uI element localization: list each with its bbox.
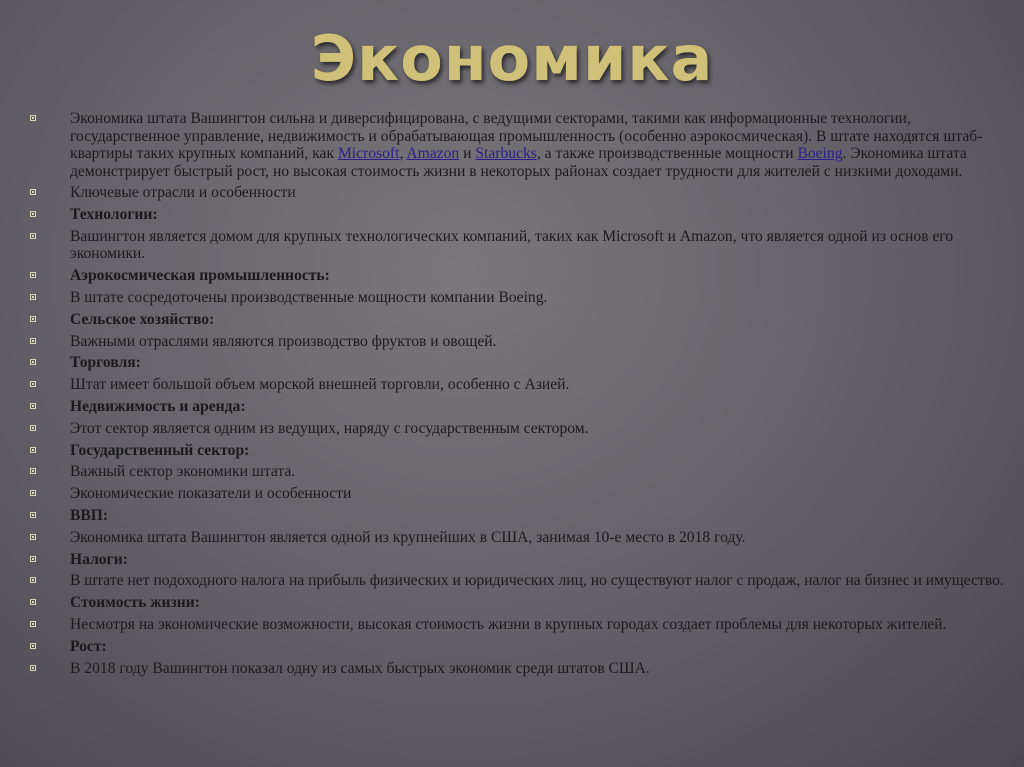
- square-bullet-icon: [30, 490, 36, 496]
- list-item: [30, 638, 1004, 656]
- square-bullet-icon: [30, 359, 36, 365]
- square-bullet-icon: [30, 599, 36, 605]
- item-text: Ключевые отрасли и особенности: [70, 184, 296, 202]
- square-bullet-icon: [30, 447, 36, 453]
- intro-text-2: , а также производственные мощности: [536, 145, 798, 162]
- list-item: [30, 354, 1004, 372]
- square-bullet-icon: [30, 643, 36, 649]
- item-heading: Сельское хозяйство:: [70, 310, 215, 328]
- intro-sep-1: ,: [399, 145, 407, 162]
- item-text: Важный сектор экономики штата.: [70, 463, 296, 481]
- link-starbucks[interactable]: Starbucks: [475, 145, 537, 162]
- square-bullet-icon: [30, 294, 36, 300]
- intro-text-1: Экономика штата Вашингтон сильна и диверсифицирована, с ведущими секторами, такими как информационные технологии, государственное управление, недвижимость и обрабатывающая промышленность (особенно аэрокосмическая). В штате находятся штаб-квартиры таких крупных компаний, как: [70, 110, 983, 162]
- square-bullet-icon: [30, 665, 36, 671]
- list-item: [30, 398, 1004, 416]
- item-heading: Стоимость жизни:: [70, 594, 200, 612]
- item-text: Несмотря на экономические возможности, высокая стоимость жизни в крупных городах создает проблемы для некоторых жителей.: [70, 615, 947, 633]
- square-bullet-icon: [30, 233, 36, 239]
- square-bullet-icon: [30, 272, 36, 278]
- square-bullet-icon: [30, 403, 36, 409]
- intro-text-3: . Экономика штата демонстрирует быстрый рост, но высокая стоимость жизни в некоторых районах создает трудности для жителей с низкими доходами.: [70, 145, 967, 180]
- square-bullet-icon: [30, 338, 36, 344]
- list-item: [30, 463, 1004, 481]
- slide-title: Экономика: [310, 22, 714, 95]
- item-heading: Технологии:: [70, 206, 158, 224]
- square-bullet-icon: [30, 189, 36, 195]
- item-heading: Налоги:: [70, 550, 128, 568]
- square-bullet-icon: [30, 211, 36, 217]
- square-bullet-icon: [30, 381, 36, 387]
- link-microsoft[interactable]: Microsoft: [337, 145, 400, 162]
- list-item: [30, 420, 1004, 438]
- list-item: [30, 228, 1004, 263]
- item-text: В 2018 году Вашингтон показал одну из самых быстрых экономик среди штатов США.: [70, 659, 650, 677]
- list-item: [30, 572, 1004, 590]
- bullet-list: [30, 110, 1004, 681]
- link-amazon[interactable]: Amazon: [406, 145, 460, 162]
- item-text: Вашингтон является домом для крупных технологических компаний, таких как Microsoft и Amazon, что является одной из основ его экономики.: [70, 227, 954, 263]
- list-item: [30, 507, 1004, 525]
- item-text: Экономические показатели и особенности: [70, 485, 352, 503]
- item-heading: Недвижимость и аренда:: [70, 397, 246, 415]
- square-bullet-icon: [30, 621, 36, 627]
- list-item: [30, 311, 1004, 329]
- square-bullet-icon: [30, 468, 36, 474]
- list-item: [30, 442, 1004, 460]
- item-heading: Торговля:: [70, 354, 141, 372]
- square-bullet-icon: [30, 556, 36, 562]
- item-heading: Рост:: [70, 637, 107, 655]
- intro-sep-2: и: [459, 145, 476, 162]
- item-heading: ВВП:: [70, 506, 109, 524]
- square-bullet-icon: [30, 577, 36, 583]
- square-bullet-icon: [30, 534, 36, 540]
- list-item: [30, 206, 1004, 224]
- item-text: Экономика штата Вашингтон является одной из крупнейших в США, занимая 10-е место в 2018 году.: [70, 528, 746, 546]
- list-item: [30, 485, 1004, 503]
- square-bullet-icon: [30, 316, 36, 322]
- item-text: Важными отраслями являются производство фруктов и овощей.: [70, 332, 497, 350]
- list-item: [30, 551, 1004, 569]
- list-item: [30, 660, 1004, 678]
- list-item: [30, 616, 1004, 634]
- square-bullet-icon: [30, 512, 36, 518]
- list-item: [30, 289, 1004, 307]
- item-heading: Государственный сектор:: [70, 441, 250, 459]
- list-item-intro: [30, 110, 1004, 180]
- list-item: [30, 184, 1004, 202]
- square-bullet-icon: [30, 425, 36, 431]
- list-item: [30, 529, 1004, 547]
- list-item: [30, 333, 1004, 351]
- list-item: [30, 376, 1004, 394]
- item-text: Штат имеет большой объем морской внешней торговли, особенно с Азией.: [70, 376, 570, 394]
- item-text: Этот сектор является одним из ведущих, наряду с государственным сектором.: [70, 419, 589, 437]
- square-bullet-icon: [30, 115, 36, 121]
- item-text: В штате сосредоточены производственные мощности компании Boeing.: [70, 288, 548, 306]
- list-item: [30, 594, 1004, 612]
- item-heading: Аэрокосмическая промышленность:: [70, 267, 330, 285]
- link-boeing[interactable]: Boeing: [797, 145, 843, 162]
- list-item: [30, 267, 1004, 285]
- item-text: В штате нет подоходного налога на прибыль физических и юридических лиц, но существуют налог с продаж, налог на бизнес и имущество.: [70, 572, 1004, 590]
